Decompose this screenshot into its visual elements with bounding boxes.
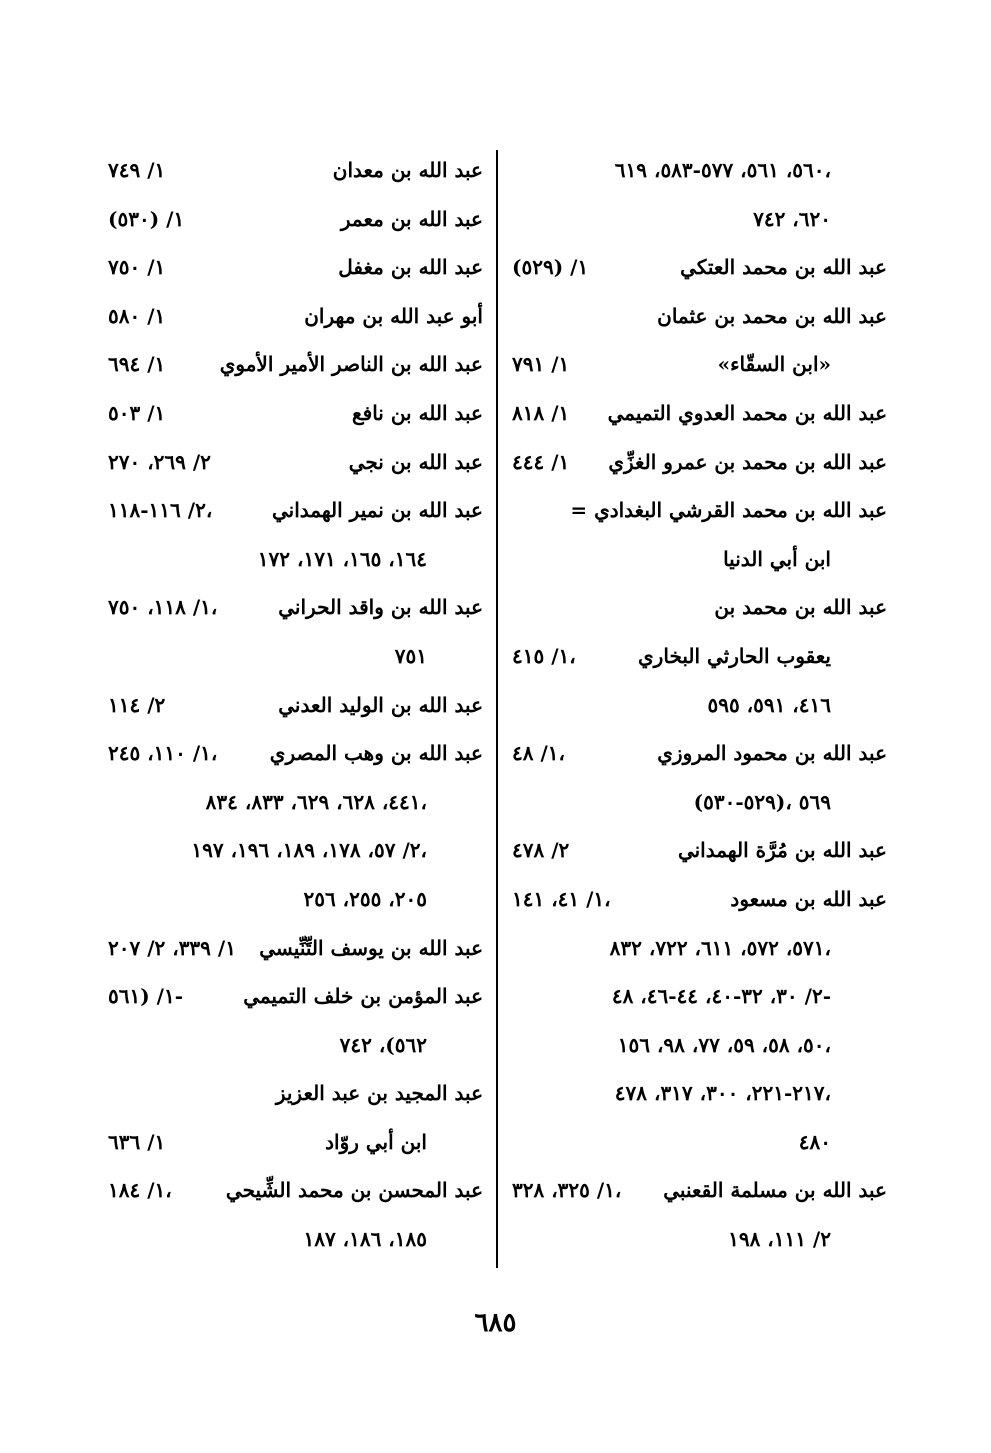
- index-entry: [108, 924, 483, 973]
- index-entry: [108, 1166, 483, 1215]
- entry-name: عبد الله بن محمد بن: [714, 595, 887, 620]
- entry-name: عبد الله بن محمد بن عمرو الغزِّي: [608, 449, 887, 474]
- entry-name: «ابن السقّاء»: [717, 352, 831, 377]
- index-entry: [512, 583, 887, 632]
- index-entry: [108, 632, 483, 681]
- index-entry: [512, 389, 887, 438]
- entry-name: عبد الله بن مغفل: [338, 255, 483, 280]
- entry-references: ٢/ ٢٦٩، ٢٧٠: [108, 449, 211, 474]
- entry-references: ١/ ٧٥٠: [108, 255, 166, 280]
- entry-references: ١/ ٧٤٩: [108, 158, 166, 182]
- entry-name: عبد الله بن مُرَّة الهمداني: [677, 838, 887, 863]
- entry-references: ١/ ٣٢٥، ٣٢٨،: [512, 1178, 622, 1203]
- entry-references: ١/ (٥٦١-: [108, 984, 184, 1009]
- index-entry: [108, 1215, 483, 1264]
- index-entry: [512, 729, 887, 778]
- entry-references: ٤١٦، ٥٩١، ٥٩٥: [707, 692, 831, 717]
- index-entry: [512, 243, 887, 292]
- index-entry: [512, 972, 887, 1021]
- index-entry: [108, 681, 483, 730]
- entry-name: يعقوب الحارثي البخاري: [638, 643, 831, 668]
- entry-name: عبد المجيد بن عبد العزيز: [275, 1081, 483, 1106]
- entry-references: ٢/ ١١٦-١١٨،: [108, 498, 213, 523]
- entry-references: ١/ ٤٨،: [512, 741, 565, 766]
- index-column-left: [108, 146, 483, 1264]
- entry-name: عبد الله بن معدان: [332, 158, 483, 182]
- index-entry: [512, 778, 887, 827]
- index-entry: [512, 826, 887, 875]
- entry-references: ٢١٧-٢٢١، ٣٠٠، ٣١٧، ٤٧٨،: [614, 1081, 831, 1106]
- index-entry: [512, 1215, 887, 1264]
- entry-references: ٢/ ١١٤: [108, 692, 166, 717]
- entry-references: ١/ ٦٩٤: [108, 352, 166, 377]
- entry-references: ١/ ١٨٤،: [108, 1178, 172, 1203]
- index-entry: [108, 486, 483, 535]
- index-entry: [108, 729, 483, 778]
- entry-name: عبد الله بن يوسف التِّنِّيسي: [259, 935, 483, 960]
- entry-name: عبد الله بن الناصر الأمير الأموي: [219, 352, 483, 377]
- entry-references: ٥٦٢)، ٧٤٢: [339, 1032, 427, 1057]
- index-entry: [108, 583, 483, 632]
- entry-references: ٢٠٥، ٢٥٥، ٢٥٦: [303, 886, 427, 911]
- index-entry: [108, 340, 483, 389]
- entry-references: ١/ (٥٣٠): [108, 206, 185, 231]
- entry-references: ١٦٤، ١٦٥، ١٧١، ١٧٢: [257, 546, 427, 571]
- entry-name: عبد الله بن وهب المصري: [269, 741, 483, 766]
- entry-name: عبد المحسن بن محمد الشِّيحي: [225, 1178, 483, 1203]
- entry-references: ٤٤١، ٦٢٨، ٦٢٩، ٨٣٣، ٨٣٤،: [205, 789, 427, 814]
- entry-name: عبد الله بن مسلمة القعنبي: [663, 1178, 887, 1203]
- entry-name: ابن أبي الدنيا: [723, 546, 831, 571]
- entry-references: ١/ ٥٠٣: [108, 400, 166, 425]
- entry-references: ٥٠، ٥٨، ٥٩، ٧٧، ٩٨، ١٥٦،: [617, 1032, 831, 1057]
- column-divider: [496, 150, 498, 1268]
- index-entry: [512, 146, 887, 195]
- index-entry: [108, 195, 483, 244]
- entry-references: ١/ ٤١٥،: [512, 643, 576, 668]
- entry-references: ٢/ ١١١، ١٩٨: [728, 1227, 831, 1252]
- index-entry: [108, 292, 483, 341]
- index-entry: [512, 438, 887, 487]
- entry-references: ١/ ٤٤٤: [512, 449, 570, 474]
- entry-name: عبد الله بن نافع: [351, 400, 483, 425]
- index-entry: [108, 438, 483, 487]
- index-entry: [108, 243, 483, 292]
- index-entry: [512, 632, 887, 681]
- entry-name: عبد الله بن محمد القرشي البغدادي =: [570, 498, 887, 523]
- index-entry: [512, 1021, 887, 1070]
- index-entry: [512, 340, 887, 389]
- entry-name: عبد الله بن محمد بن عثمان: [657, 303, 887, 328]
- entry-references: ٧٥١: [394, 643, 427, 668]
- entry-name: أبو عبد الله بن مهران: [304, 303, 483, 328]
- entry-name: عبد الله بن نجي: [348, 449, 483, 474]
- entry-name: عبد الله بن نمير الهمداني: [271, 498, 483, 523]
- entry-name: عبد المؤمن بن خلف التميمي: [243, 984, 483, 1009]
- index-entry: [108, 146, 483, 195]
- entry-references: ١/ ٣٣٩، ٢/ ٢٠٧: [108, 935, 236, 960]
- entry-references: ٢/ ٤٧٨: [512, 838, 570, 863]
- entry-name: عبد الله بن واقد الحراني: [278, 595, 483, 620]
- index-entry: [512, 681, 887, 730]
- entry-name: عبد الله بن محمود المروزي: [657, 741, 887, 766]
- entry-references: ١/ ٧٩١: [512, 352, 570, 377]
- index-entry: [108, 826, 483, 875]
- entry-name: عبد الله بن الوليد العدني: [278, 692, 483, 717]
- index-entry: [512, 1166, 887, 1215]
- entry-references: ١/ ٤١، ١٤١،: [512, 886, 611, 911]
- index-entry: [512, 1069, 887, 1118]
- entry-references: ١٨٥، ١٨٦، ١٨٧: [303, 1227, 427, 1252]
- page-number: ٦٨٥: [474, 1308, 517, 1338]
- index-entry: [108, 1021, 483, 1070]
- entry-references: ١/ ٨١٨: [512, 400, 570, 425]
- entry-references: ٢/ ٥٧، ١٧٨، ١٨٩، ١٩٦، ١٩٧،: [191, 838, 427, 863]
- entry-references: ٢/ ٣٠، ٣٢-٤٠، ٤٤-٤٦، ٤٨-: [611, 984, 831, 1009]
- index-entry: [512, 486, 887, 535]
- entry-references: ١/ ٥٨٠: [108, 303, 166, 328]
- index-entry: [108, 972, 483, 1021]
- entry-name: عبد الله بن محمد العدوي التميمي: [607, 400, 887, 425]
- index-entry: [512, 924, 887, 973]
- entry-references: ٤٨٠: [798, 1129, 831, 1154]
- entry-references: ١/ ٦٣٦: [108, 1129, 166, 1154]
- index-entry: [108, 535, 483, 584]
- index-entry: [512, 292, 887, 341]
- entry-references: ٦٢٠، ٧٤٢: [753, 206, 831, 231]
- index-entry: [512, 535, 887, 584]
- entry-name: ابن أبي روّاد: [325, 1129, 427, 1154]
- entry-references: ٥٧١، ٥٧٢، ٦١١، ٧٢٢، ٨٣٢،: [609, 935, 831, 960]
- index-entry: [108, 778, 483, 827]
- entry-references: ١/ (٥٢٩): [512, 255, 589, 280]
- index-entry: [108, 389, 483, 438]
- entry-references: ١/ ١١٠، ٢٤٥،: [108, 741, 218, 766]
- entry-references: (٥٢٩-٥٣٠)، ٥٦٩: [693, 789, 831, 814]
- index-entry: [108, 1118, 483, 1167]
- entry-name: عبد الله بن معمر: [340, 206, 483, 231]
- index-entry: [512, 875, 887, 924]
- entry-name: عبد الله بن مسعود: [730, 886, 887, 911]
- index-entry: [108, 875, 483, 924]
- index-entry: [512, 195, 887, 244]
- index-entry: [512, 1118, 887, 1167]
- index-column-right: [512, 146, 887, 1264]
- entry-references: ١/ ١١٨، ٧٥٠،: [108, 595, 218, 620]
- entry-references: ٥٦٠، ٥٦١، ٥٧٧-٥٨٣، ٦١٩،: [614, 158, 831, 182]
- entry-name: عبد الله بن محمد العتكي: [680, 255, 887, 280]
- index-entry: [108, 1069, 483, 1118]
